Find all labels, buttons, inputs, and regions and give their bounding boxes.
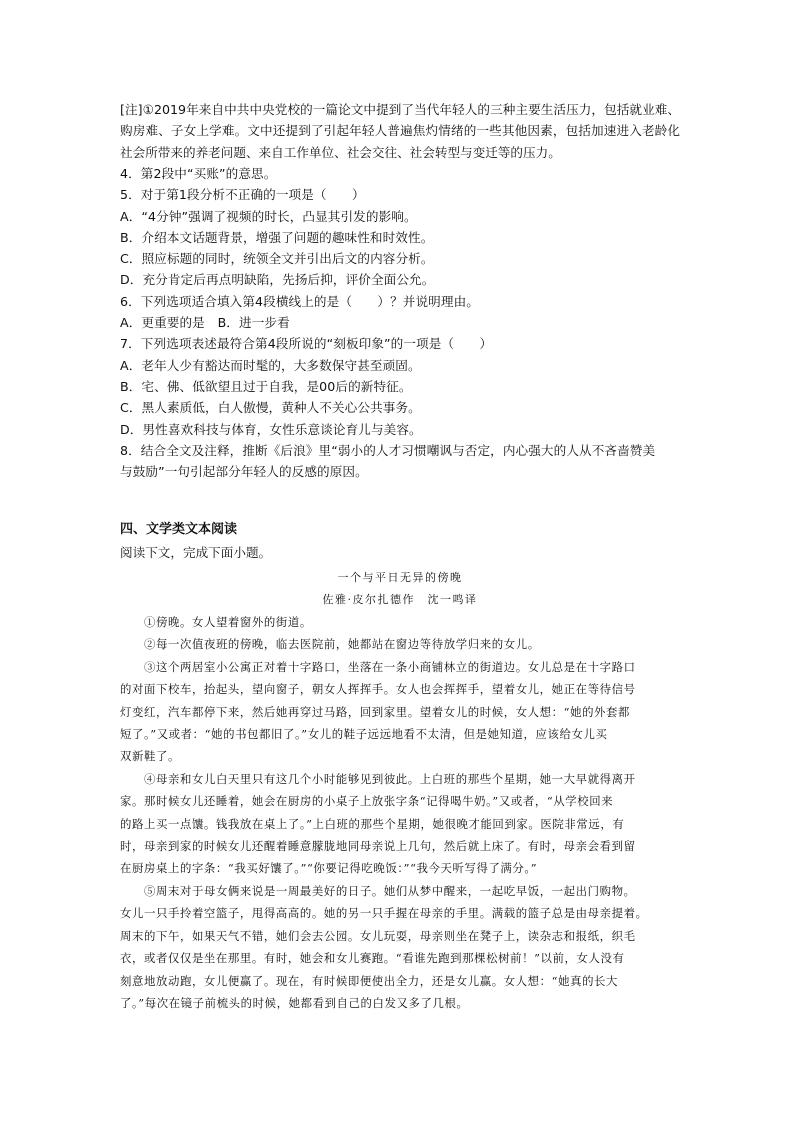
story-paragraph-4 [120,768,680,880]
question-list [120,163,680,482]
question-8-line-2: 与鼓励”一句引起部分年轻人的反感的原因。 [120,464,368,480]
question-5: 5．对于第1段分析不正确的一项是（ ） [120,187,365,203]
paragraph-line: 了。”每次在镜子前梳头的时候，她都看到自己的白发又多了几根。 [120,995,469,1010]
q7-option-c: C．黑人素质低，白人傲慢，黄种人不关心公共事务。 [120,400,421,416]
question-4: 4．第2段中“买账”的意思。 [120,166,277,181]
story-paragraph-2 [120,633,680,655]
paragraph-line: 的路上买一点馕。钱我放在桌上了。”上白班的那些个星期，她很晚才能回到家。医院非常远，有 [120,816,625,831]
paragraph-line: 家。那时候女儿还睡着，她会在厨房的小桌子上放张字条“记得喝牛奶。”又或者，“从学校回来 [120,794,614,809]
story-author: 佐雅·皮尔扎德作 沈一鸣译 [322,593,478,606]
q5-option-b: B．介绍本文话题背景，增强了问题的趣味性和时效性。 [120,229,434,245]
section-heading: 四、文学类文本阅读 [120,522,238,537]
story-paragraph-1 [120,611,680,633]
section-four [120,519,680,610]
paragraph-line: 短了。”又或者：“她的书包都旧了。”女儿的鞋子远远地看不太清，但是她知道，应该给女儿买 [120,727,608,742]
q7-option-d: D．男性喜欢科技与体育，女性乐意谈论育儿与美容。 [120,421,422,437]
question-7: 7．下列选项表述最符合第4段所说的“刻板印象”的一项是（ ） [120,336,493,352]
paragraph-line: ④母亲和女儿白天里只有这几个小时能够见到彼此。上白班的那些个星期，她一大早就得离开 [144,771,636,786]
reading-instruction: 阅读下文，完成下面小题。 [120,545,272,560]
q7-option-a: A．老年人少有豁达而时髦的，大多数保守甚至顽固。 [120,357,421,373]
paragraph-line: 在厨房桌上的字条：“我买好馕了。”“你要记得吃晚饭：”“我今天听写得了满分。” [120,861,538,876]
paragraph-line: ⑤周末对于母女俩来说是一周最美好的日子。她们从梦中醒来，一起吃早饭，一起出门购物。 [144,883,636,898]
q5-option-c: C．照应标题的同时，统领全文并引出后文的内容分析。 [120,251,434,267]
question-6: 6．下列选项适合填入第4段横线上的是（ ）？并说明理由。 [120,293,479,309]
question-8-line-1: 8．结合全文及注释，推断《后浪》里“弱小的人才习惯嘲讽与否定，内心强大的人从不吝啬赞美 [120,442,656,458]
story-paragraph-3 [120,656,680,768]
note-block [120,99,680,163]
paragraph-line: 周末的下午，如果天气不错，她们会去公园。女儿玩耍，母亲则坐在凳子上，读杂志和报纸，织毛 [120,928,636,943]
paragraph-line: ②每一次值夜班的傍晚，临去医院前，她都站在窗边等待放学归来的女儿。 [144,637,540,652]
q5-option-a: A．“4分钟”强调了视频的时长，凸显其引发的影响。 [120,208,417,224]
annotation-note: [注]①2019年来自中共中央党校的一篇论文中提到了当代年轻人的三种主要生活压力，包括就业难、购房难、子女上学难。文中还提到了引起年轻人普遍焦灼情绪的一些其他因素，包括加速进入老龄化社会所带来的养老问题、来自工作单位、社会交往、社会转型与变迁等的压力。 [120,102,680,160]
story-title: 一个与平日无异的傍晚 [337,571,463,584]
paragraph-line: 女儿一只手拎着空篮子，甩得高高的。她的另一只手握在母亲的手里。满载的篮子总是由母亲提着。 [120,906,648,921]
paragraph-line: ③这个两居室小公寓正对着十字路口，坐落在一条小商铺林立的街道边。女儿总是在十字路口 [144,659,636,674]
story-body [120,611,680,1014]
story-paragraph-5 [120,880,680,1014]
paragraph-line: 衣，或者仅仅是坐在那里。有时，她会和女儿赛跑。“看谁先跑到那棵松树前！”以前，女人没有 [120,951,625,966]
paragraph-line: 双新鞋了。 [120,749,180,764]
paragraph-line: 灯变红，汽车都停下来，然后她再穿过马路，回到家里。望着女儿的时候，女人想：“她的外套都 [120,704,631,719]
paragraph-line: 时，母亲到家的时候女儿还醒着睡意朦胧地同母亲说上几句，然后就上床了。有时，母亲会看到留 [120,839,636,854]
q6-options: A．更重要的是 B．进一步看 [120,315,290,331]
q7-option-b: B．宅、佛、低欲望且过于自我，是00后的新特征。 [120,378,412,394]
paragraph-line: ①傍晚。女人望着窗外的街道。 [144,615,312,629]
paragraph-line: 的对面下校车，抬起头，望向窗子，朝女人挥挥手。女人也会挥挥手，望着女儿，她正在等待信号 [120,682,636,697]
q5-option-d: D．充分肯定后再点明缺陷，先扬后抑，评价全面公允。 [120,272,435,288]
paragraph-line: 刻意地放动跑，女儿便赢了。现在，有时候即便使出全力，还是女儿赢。女人想：“她真的长大 [120,973,619,988]
